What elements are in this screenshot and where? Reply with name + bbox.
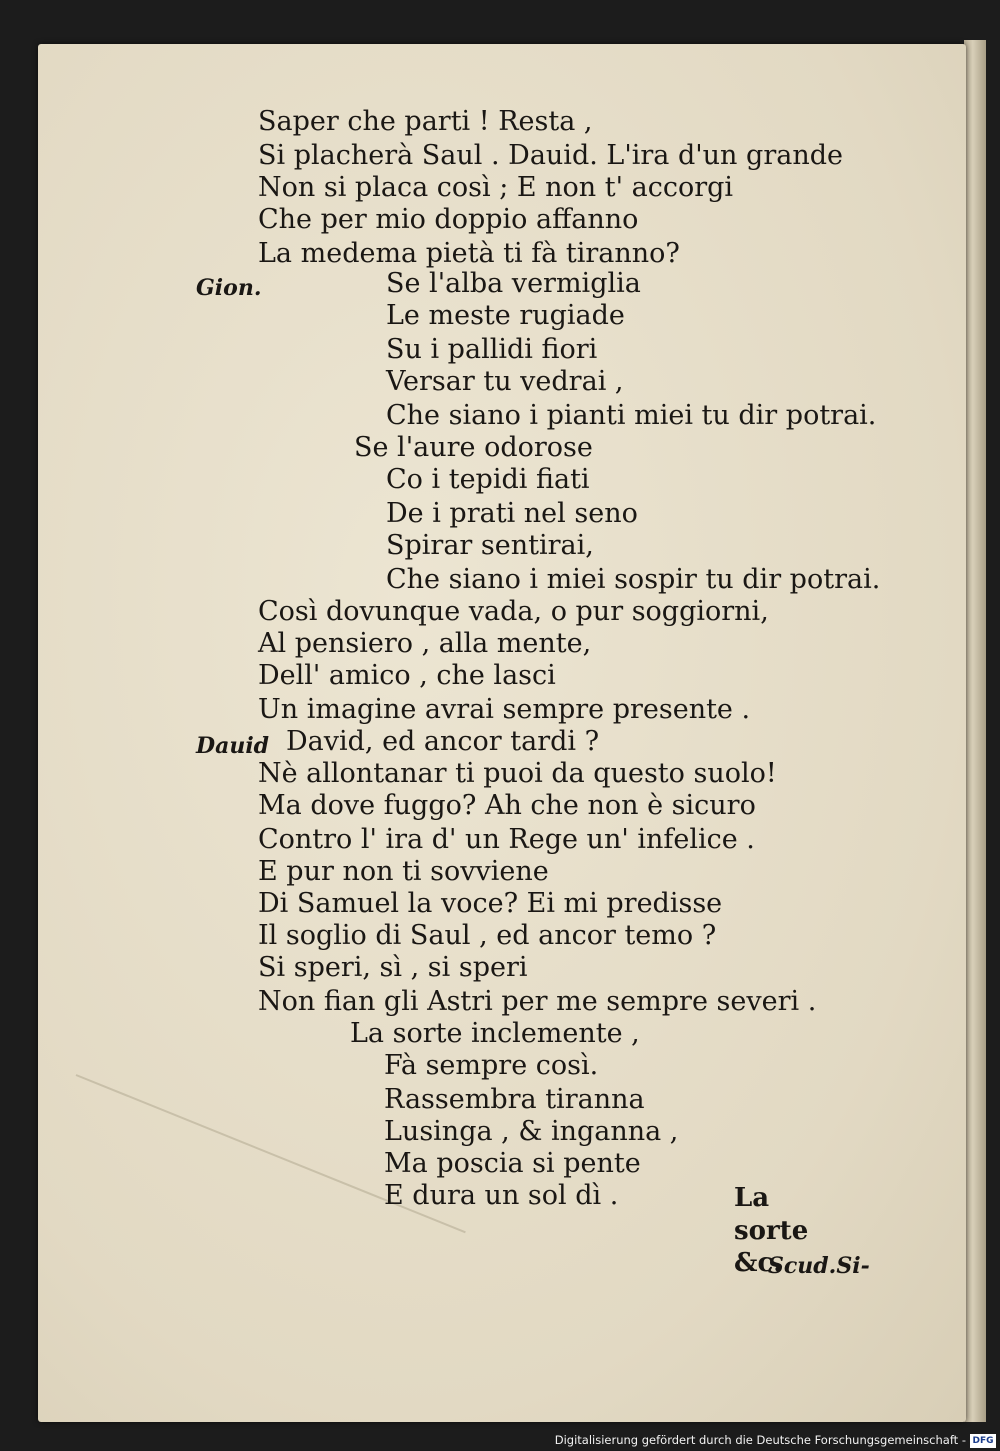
text-line: E pur non ti sovviene: [258, 856, 549, 887]
text-line: Contro l' ira d' un Rege un' infelice .: [258, 824, 755, 855]
text-line: Dell' amico , che lasci: [258, 660, 556, 691]
text-line: Il soglio di Saul , ed ancor temo ?: [258, 920, 717, 951]
text-line: Si speri, sì , si speri: [258, 952, 528, 983]
speaker-label: Gion.: [196, 275, 262, 301]
text-line: Nè allontanar ti puoi da questo suolo!: [258, 758, 777, 789]
text-line: Su i pallidi fiori: [386, 334, 598, 365]
text-line: La medema pietà ti fà tiranno?: [258, 238, 680, 269]
text-line: De i prati nel seno: [386, 498, 638, 529]
digitization-footer: [0, 1429, 1000, 1451]
text-line: Saper che parti ! Resta ,: [258, 106, 593, 137]
text-line: E dura un sol dì .: [384, 1180, 619, 1211]
text-line: David, ed ancor tardi ?: [286, 726, 600, 757]
adjacent-page-edge: [964, 40, 986, 1422]
text-line: La sorte inclemente ,: [350, 1018, 640, 1049]
text-line: Se l'alba vermiglia: [386, 268, 641, 299]
speaker-label: Dauid: [196, 733, 270, 759]
text-line: Non fian gli Astri per me sempre severi .: [258, 986, 817, 1017]
text-line: Spirar sentirai,: [386, 530, 594, 561]
refrain-reference: La sorte &c.: [734, 1183, 809, 1278]
text-line: Le meste rugiade: [386, 300, 625, 331]
text-line: Così dovunque vada, o pur soggiorni,: [258, 596, 769, 627]
text-line: Non si placa così ; E non t' accorgi: [258, 172, 734, 203]
text-line: Al pensiero , alla mente,: [258, 628, 592, 659]
text-line: Si placherà Saul . Dauid. L'ira d'un grande: [258, 140, 843, 171]
text-line: Di Samuel la voce? Ei mi predisse: [258, 888, 723, 919]
text-line: Ma poscia si pente: [384, 1148, 641, 1179]
footer-credit: Digitalisierung gefördert durch die Deutsche Forschungsgemeinschaft -: [554, 1433, 966, 1447]
text-line: Co i tepidi fiati: [386, 464, 590, 495]
text-line: Un imagine avrai sempre presente .: [258, 694, 751, 725]
text-line: Che per mio doppio affanno: [258, 204, 639, 235]
dfg-logo: DFG: [970, 1434, 996, 1448]
text-line: Fà sempre così.: [384, 1050, 599, 1081]
text-line: Se l'aure odorose: [354, 432, 593, 463]
text-line: Lusinga , & inganna ,: [384, 1116, 679, 1147]
text-line: Che siano i miei sospir tu dir potrai.: [386, 564, 881, 595]
text-line: Rassembra tiranna: [384, 1084, 645, 1115]
text-line: Versar tu vedrai ,: [386, 366, 624, 397]
text-line: Ma dove fuggo? Ah che non è sicuro: [258, 790, 756, 821]
text-line: Che siano i pianti miei tu dir potrai.: [386, 400, 877, 431]
catchword: Scud.Si-: [768, 1253, 870, 1279]
